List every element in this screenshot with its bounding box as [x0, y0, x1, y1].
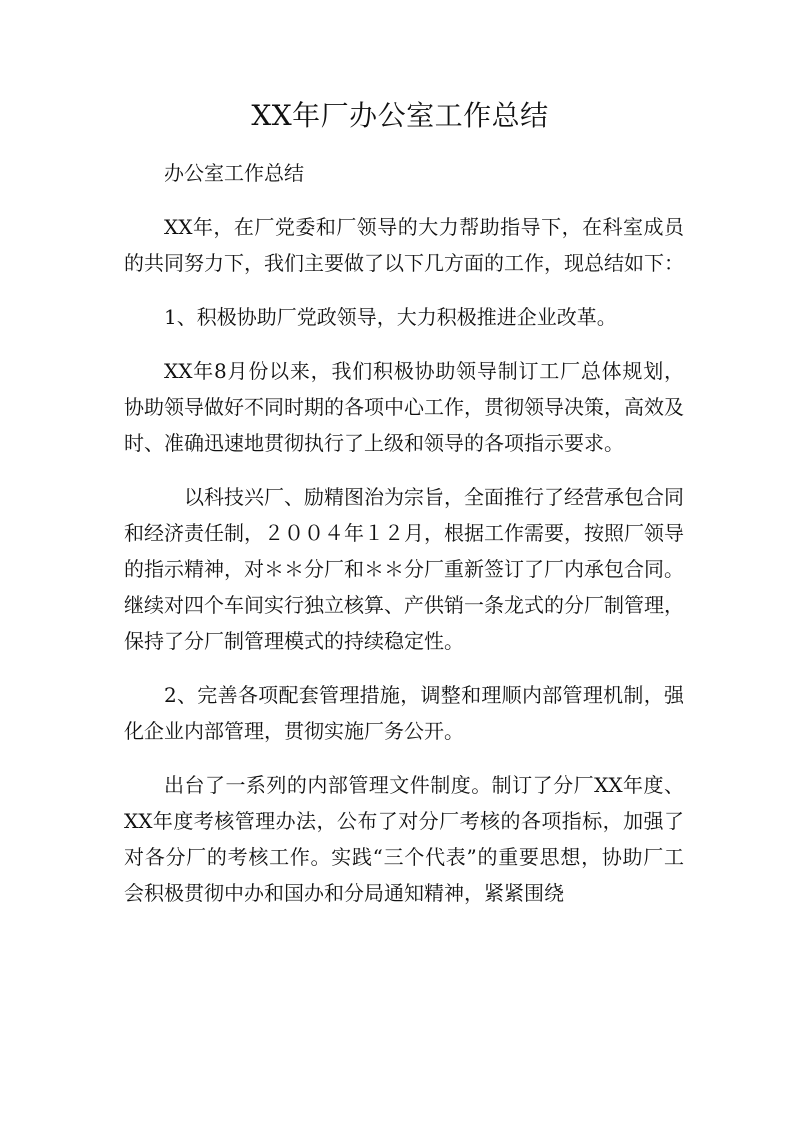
paragraph-intro: XX年，在厂党委和厂领导的大力帮助指导下，在科室成员的共同努力下，我们主要做了以下几方面的工作，现总结如下： [124, 215, 684, 275]
paragraph-item-1-detail: XX年8月份以来，我们积极协助领导制订工厂总体规划，协助领导做好不同时期的各项中心工作，贯彻领导决策，高效及时、准确迅速地贯彻执行了上级和领导的各项指示要求。 [124, 359, 684, 455]
paragraph-item-2-detail: 出台了一系列的内部管理文件制度。制订了分厂XX年度、XX年度考核管理办法，公布了对分厂考核的各项指标，加强了对各分厂的考核工作。实践“三个代表”的重要思想，协助厂工会积极贯彻中办和国办和分局通知精神，紧紧围绕 [124, 773, 684, 905]
document-title: XX年厂办公室工作总结 [251, 99, 549, 132]
paragraph-item-2-heading: 2、完善各项配套管理措施，调整和理顺内部管理机制，强化企业内部管理，贯彻实施厂务公开。 [124, 683, 684, 743]
section-heading: 办公室工作总结 [164, 161, 304, 185]
paragraph-item-1-heading: 1、积极协助厂党政领导，大力积极推进企业改革。 [164, 305, 617, 329]
paragraph-item-1-contract: 以科技兴厂、励精图治为宗旨，全面推行了经营承包合同和经济责任制，２００４年１２月，根据工作需要，按照厂领导的指示精神，对＊＊分厂和＊＊分厂重新签订了厂内承包合同。继续对四个车间实行独立核算、产供销一条龙式的分厂制管理，保持了分厂制管理模式的持续稳定性。 [124, 485, 684, 653]
document-body [124, 155, 684, 929]
